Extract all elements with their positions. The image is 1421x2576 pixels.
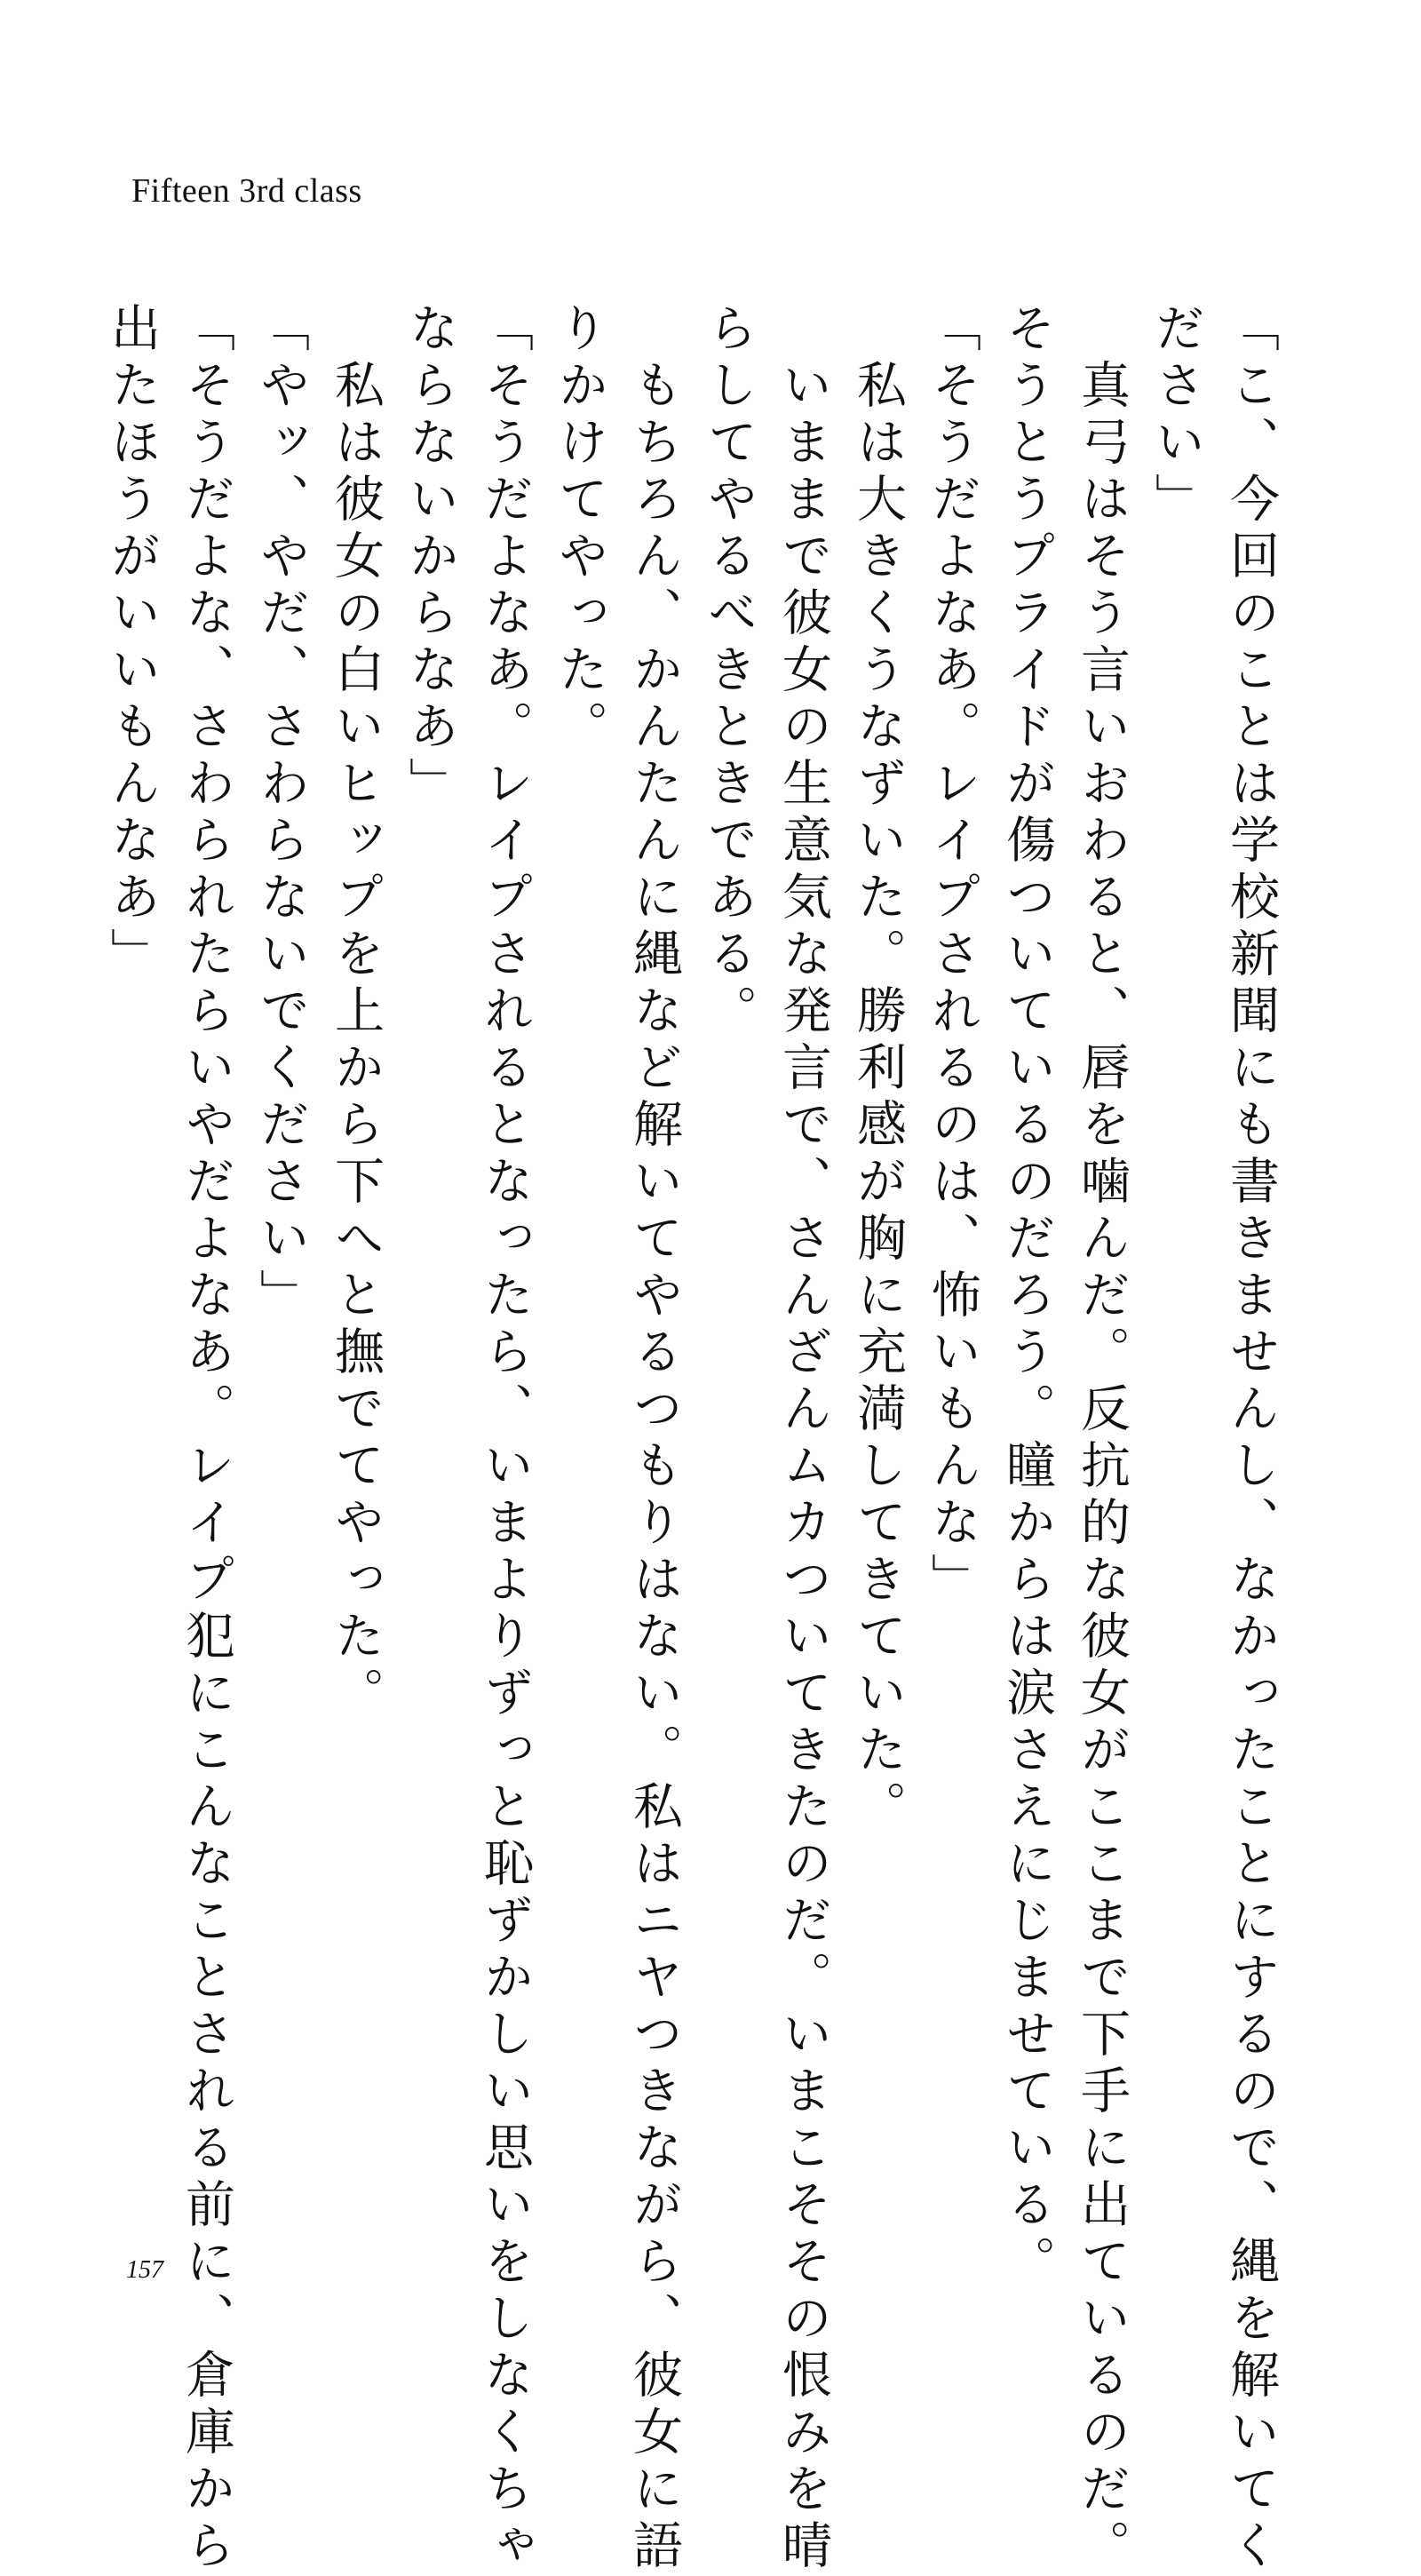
- text-line: ださい」: [1147, 302, 1205, 529]
- text-line: 出たほうがいいもんなあ」: [103, 302, 161, 984]
- text-line: らしてやるべきときである。: [700, 302, 758, 1041]
- text-line: 「そうだよなあ。レイプされるとなったら、いまよりずっと恥ずかしい思いをしなくちゃ: [476, 302, 534, 2576]
- text-line: 私は大きくうなずいた。勝利感が胸に充満してきていた。: [849, 302, 907, 1837]
- text-line: りかけてやった。: [551, 302, 608, 757]
- page-number: 157: [126, 2256, 163, 2284]
- text-line: 「こ、今回のことは学校新聞にも書きませんし、なかったことにするので、縄を解いてく: [1222, 302, 1280, 2576]
- text-line: そうとうプライドが傷ついているのだろう。瞳からは涙さえにじませている。: [998, 302, 1056, 2292]
- text-line: 私は彼女の白いヒップを上から下へと撫でてやった。: [327, 302, 385, 1723]
- text-line: 「やッ、やだ、さわらないでください」: [252, 302, 310, 1325]
- running-header: Fifteen 3rd class: [131, 172, 362, 210]
- text-line: 「そうだよなあ。レイプされるのは、怖いもんな」: [924, 302, 981, 1610]
- text-line: 真弓はそう言いおわると、唇を噛んだ。反抗的な彼女がここまで下手に出ているのだ。: [1073, 302, 1131, 2576]
- text-line: いままで彼女の生意気な発言で、さんざんムカついてきたのだ。いまこそその恨みを晴: [774, 302, 832, 2576]
- text-line: 「そうだよな、さわられたらいやだよなあ。レイプ犯にこんなことされる前に、倉庫から: [178, 302, 235, 2576]
- text-line: ならないからなあ」: [401, 302, 459, 814]
- text-line: もちろん、かんたんに縄など解いてやるつもりはない。私はニヤつきながら、彼女に語: [625, 302, 683, 2576]
